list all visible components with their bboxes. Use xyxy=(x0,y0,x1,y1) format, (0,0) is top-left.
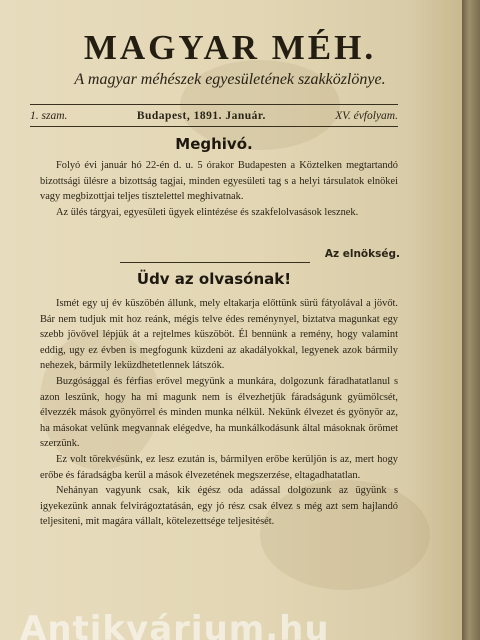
notice-signature: Az elnökség. xyxy=(324,248,400,260)
journal-subtitle: A magyar méhészek egyesületének szakközlönye. xyxy=(74,71,386,88)
book-edge xyxy=(462,0,480,640)
article-paragraph: Ismét egy uj év küszöbén állunk, mely eltakarja előttünk sürü fátyolával a jövőt. Bár nem tudjuk mit hoz reánk, mégis telve édes reménynyel, biztatva magunkat egy szebb jövővel lépjük át a rejtelmes küszöböt. Él bennünk a remény, hogy valamint eddig, ugy ez évben is megfogunk küzdeni az akadályokkal, legyenek azok bármily nehezek, bármily leküzdhetetlennek látszók. xyxy=(40,298,398,372)
issue-volume: XV. évfolyam. xyxy=(335,110,398,122)
issue-number: 1. szam. xyxy=(30,110,68,122)
notice-paragraph: Folyó évi január hó 22-én d. u. 5 órakor Budapesten a Köztelken megtartandó bizottsági ülésre a bizottság tagjai, minden egyesületi tag s a helyi társulatok elnökei vagy megbizottjai teljes tisztelettel meghivatnak. xyxy=(40,160,398,203)
top-rule xyxy=(30,104,398,105)
article-paragraph: Ez volt törekvésünk, ez lesz ezután is, bármilyen erőbe kerüljön is az, mert hogy erőbe és fáradságba kerül a mások élvezetének megszerzése, eltagadhatatlan. xyxy=(40,453,398,481)
article-heading: Üdv az olvasónak! xyxy=(136,270,292,288)
issue-line xyxy=(30,108,398,124)
bottom-rule xyxy=(30,126,398,127)
notice-paragraph: Az ülés tárgyai, egyesületi ügyek elintézése és szakfelolvasások lesznek. xyxy=(56,206,359,218)
issue-date: Budapest, 1891. Január. xyxy=(136,110,266,122)
article-paragraph: Buzgósággal és férfias erővel megyünk a munkára, dolgozunk fáradhatatlanul s azon leszünk, hogy ha mi magunk nem is élvezhetjük fáradságunk gyümölcsét, élvezzék mások gyönyörrel és minden munka nélkül. Nekünk élvezet és gyönyör az, ha másokat velünk megvannak elégedve, ha munkálkodásunk által másoknak örömet szerzünk. xyxy=(40,375,398,450)
article-paragraph: Nehányan vagyunk csak, kik égész oda adással dolgozunk az ügyünk s igyekezünk annak felvirágoztatásán, egy jó rész csak élvez s még azt sem hajlandó teljesiteni, mit magára vállalt, kötelezettsége teljesitését. xyxy=(40,485,398,528)
masthead xyxy=(20,28,440,90)
article-body xyxy=(40,296,398,530)
journal-title: MAGYAR MÉH. xyxy=(83,28,377,67)
section-divider xyxy=(120,262,310,263)
notice-heading: Meghivó. xyxy=(175,135,253,153)
site-watermark: Antikvárium.hu xyxy=(20,609,330,640)
notice-body xyxy=(40,158,398,220)
